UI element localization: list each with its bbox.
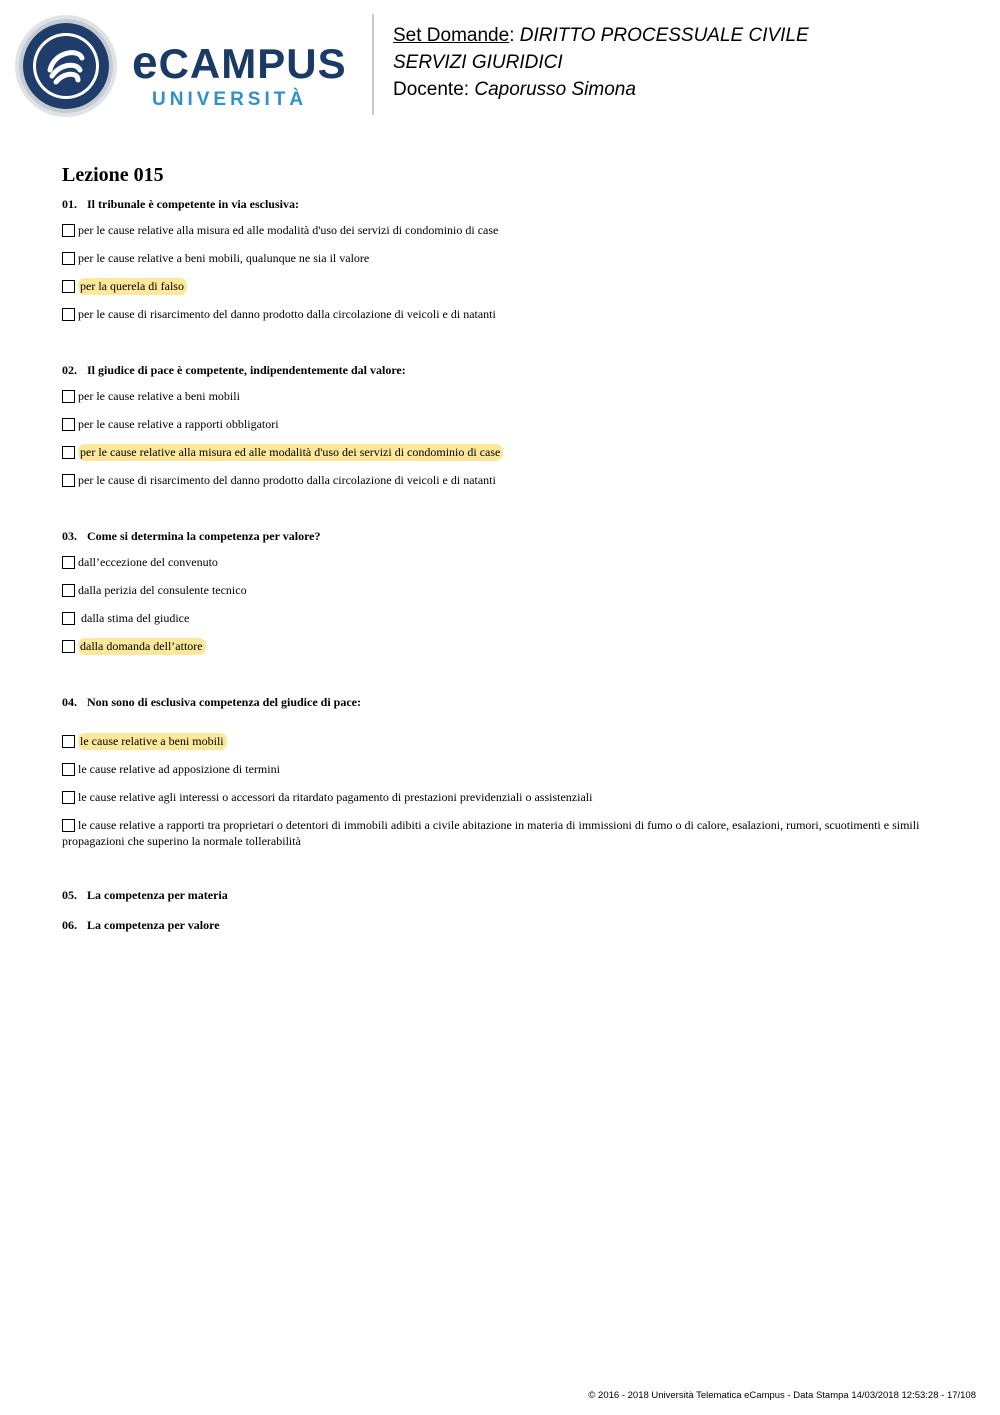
question-text: Non sono di esclusiva competenza del giudice di pace: bbox=[87, 695, 362, 709]
question-heading bbox=[62, 917, 942, 933]
teacher-name: Caporusso Simona bbox=[474, 79, 636, 100]
answer-checkbox[interactable] bbox=[62, 308, 75, 321]
question-02 bbox=[62, 362, 942, 512]
teacher-label: Docente bbox=[393, 79, 464, 100]
answer-text: dalla stima del giudice bbox=[78, 611, 190, 625]
set-colon: : bbox=[509, 25, 520, 46]
answer-option bbox=[62, 388, 942, 406]
answer-text: per le cause relative a beni mobili, qualunque ne sia il valore bbox=[78, 251, 370, 265]
question-06 bbox=[62, 917, 942, 933]
page-footer: © 2016 - 2018 Università Telematica eCampus - Data Stampa 14/03/2018 12:53:28 - 17/108 bbox=[588, 1390, 976, 1401]
university-seal-icon bbox=[14, 14, 118, 118]
answer-text: le cause relative a rapporti tra proprietari o detentori di immobili adibiti a civile abitazione in materia di immissioni di fumo o di calore, esalazioni, rumori, scuotimenti e simili propagazioni che superino la normale tollerabilità bbox=[62, 818, 920, 848]
answer-checkbox[interactable] bbox=[62, 252, 75, 265]
answer-checkbox[interactable] bbox=[62, 556, 75, 569]
brand-e: e bbox=[132, 36, 159, 88]
answer-option bbox=[62, 306, 942, 324]
answer-checkbox[interactable] bbox=[62, 735, 75, 748]
question-text: Il tribunale è competente in via esclusiva: bbox=[87, 197, 299, 211]
brand-subtitle: UNIVERSITÀ bbox=[152, 89, 308, 110]
question-text: La competenza per materia bbox=[87, 888, 228, 902]
document-header bbox=[393, 22, 809, 103]
question-text: Il giudice di pace è competente, indipendentemente dal valore: bbox=[87, 363, 406, 377]
correct-answer-text: le cause relative a beni mobili bbox=[78, 733, 227, 750]
question-spacer bbox=[62, 334, 942, 346]
course-subtitle: SERVIZI GIURIDICI bbox=[393, 52, 563, 73]
answer-checkbox[interactable] bbox=[62, 763, 75, 776]
question-01 bbox=[62, 196, 942, 346]
answer-option bbox=[62, 733, 942, 751]
answer-text: le cause relative agli interessi o accessori da ritardato pagamento di prestazioni previdenziali o assistenziali bbox=[78, 790, 593, 804]
course-title: DIRITTO PROCESSUALE CIVILE bbox=[519, 25, 809, 46]
question-list bbox=[62, 196, 942, 933]
answer-checkbox[interactable] bbox=[62, 791, 75, 804]
question-04 bbox=[62, 694, 942, 871]
question-number: 04. bbox=[62, 695, 77, 709]
answer-text: per le cause relative alla misura ed alle modalità d'uso dei servizi di condominio di case bbox=[78, 223, 499, 237]
answer-option bbox=[62, 761, 942, 779]
question-05 bbox=[62, 887, 942, 903]
brand-wordmark bbox=[132, 36, 347, 111]
answer-checkbox[interactable] bbox=[62, 418, 75, 431]
question-number: 02. bbox=[62, 363, 77, 377]
answer-text: per le cause di risarcimento del danno prodotto dalla circolazione di veicoli e di natanti bbox=[78, 473, 496, 487]
answer-option bbox=[62, 582, 942, 600]
set-line bbox=[393, 22, 809, 49]
answer-text: per le cause di risarcimento del danno prodotto dalla circolazione di veicoli e di natanti bbox=[78, 307, 496, 321]
question-heading bbox=[62, 362, 942, 378]
brand-name bbox=[132, 36, 347, 88]
answer-option bbox=[62, 472, 942, 490]
answer-option bbox=[62, 222, 942, 240]
question-number: 01. bbox=[62, 197, 77, 211]
question-number: 05. bbox=[62, 888, 77, 902]
answer-checkbox[interactable] bbox=[62, 584, 75, 597]
teacher-line bbox=[393, 76, 809, 103]
answer-checkbox[interactable] bbox=[62, 390, 75, 403]
question-spacer bbox=[62, 859, 942, 871]
answer-text: per le cause relative a rapporti obbligatori bbox=[78, 417, 279, 431]
answer-checkbox[interactable] bbox=[62, 612, 75, 625]
teacher-colon: : bbox=[463, 79, 475, 100]
answer-checkbox[interactable] bbox=[62, 280, 75, 293]
answer-option bbox=[62, 554, 942, 572]
answer-checkbox[interactable] bbox=[62, 224, 75, 237]
answer-option bbox=[62, 416, 942, 434]
answer-checkbox[interactable] bbox=[62, 474, 75, 487]
answer-option bbox=[62, 638, 942, 656]
answer-text: dalla perizia del consulente tecnico bbox=[78, 583, 247, 597]
answer-text: per le cause relative a beni mobili bbox=[78, 389, 240, 403]
correct-answer-text: per la querela di falso bbox=[78, 278, 187, 295]
answer-option bbox=[62, 250, 942, 268]
question-heading bbox=[62, 694, 942, 710]
question-number: 03. bbox=[62, 529, 77, 543]
question-03 bbox=[62, 528, 942, 678]
question-heading bbox=[62, 528, 942, 544]
question-heading bbox=[62, 887, 942, 903]
correct-answer-text: per le cause relative alla misura ed alle modalità d'uso dei servizi di condominio di case bbox=[78, 444, 503, 461]
brand-campus: CAMPUS bbox=[158, 40, 347, 87]
set-label: Set Domande bbox=[393, 25, 510, 46]
answer-checkbox[interactable] bbox=[62, 640, 75, 653]
lesson-content bbox=[62, 162, 942, 947]
answer-option bbox=[62, 278, 942, 296]
question-number: 06. bbox=[62, 918, 77, 932]
question-heading bbox=[62, 196, 942, 212]
answer-option bbox=[62, 789, 942, 807]
lesson-title: Lezione 015 bbox=[62, 164, 164, 186]
question-spacer bbox=[62, 500, 942, 512]
question-spacer bbox=[62, 666, 942, 678]
answer-checkbox[interactable] bbox=[62, 819, 75, 832]
answer-option bbox=[62, 610, 942, 628]
answer-checkbox[interactable] bbox=[62, 446, 75, 459]
answer-text: dall’eccezione del convenuto bbox=[78, 555, 218, 569]
ecampus-logo bbox=[14, 14, 359, 118]
question-text: Come si determina la competenza per valore? bbox=[87, 529, 321, 543]
question-text: La competenza per valore bbox=[87, 918, 220, 932]
answer-option bbox=[62, 817, 942, 849]
answer-text: le cause relative ad apposizione di termini bbox=[78, 762, 280, 776]
header-divider bbox=[372, 14, 374, 115]
answer-option bbox=[62, 444, 942, 462]
correct-answer-text: dalla domanda dell’attore bbox=[78, 638, 206, 655]
